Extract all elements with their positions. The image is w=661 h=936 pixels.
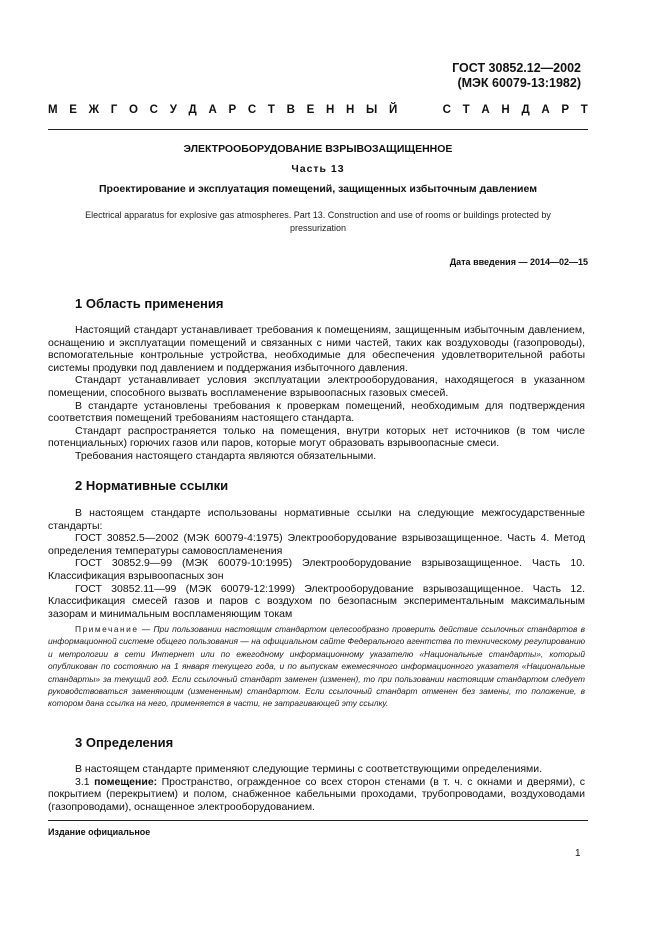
term-definition: Пространство, огражденное со всех сторон стенами (в т. ч. с окнами и дверями), с покрытием (перекрытием) и полом, снабженное кабельными проходами, трубопроводами, воздуховодами (газопроводами), оснащенное электрооборудованием. [48,775,586,813]
section-1-body [48,324,585,463]
banner-letter: С [149,104,158,116]
iec-number: (МЭК 60079-13:1982) [457,76,581,90]
introduction-date: Дата введения — 2014—02—15 [449,257,588,267]
banner-letter: Д [521,104,530,116]
banner-letter: Ы [366,104,378,116]
banner-letter: Т [462,104,470,116]
banner-gap [409,104,431,116]
english-title-line-1: Electrical apparatus for explosive gas atmospheres. Part 13. Construction and use of rooms or buildings protected by [85,210,551,220]
document-title: ЭЛЕКТРООБОРУДОВАНИЕ ВЗРЫВОЗАЩИЩЕННОЕ [183,143,453,155]
banner-letter: М [48,104,58,116]
banner-letter: Й [388,104,398,116]
term: помещение: [94,775,158,788]
english-title [48,209,588,235]
banner-letter: Н [325,104,335,116]
banner-letter: Ж [88,104,100,116]
reference-item: ГОСТ 30852.5—2002 (МЭК 60079-4:1975) Электрооборудование взрывозащищенное. Часть 4. Метод определения температуры самовоспламенения [48,532,585,557]
banner-letter: Н [501,104,510,116]
banner-letter: В [286,104,295,116]
note-text: — При пользовании настоящим стандартом целесообразно проверить действие ссылочных стандартов в информационной системе общего пользования — на официальном сайте Федерального агентства по техническому регулированию и метрологии в сети Интернет или по ежегодному информационному указателю «Национальные стандарты», который опубликован по состоянию на 1 января текущего года, и по выпускам ежемесячного информационного указателя «Национальные стандарты» за текущий год. Если ссылочный стандарт заменен (изменен), то при пользовании настоящим стандартом следует руководствоваться заменяющим (измененным) стандартом. Если ссылочный стандарт отменен без замены, то положение, в котором дана ссылка на него, применяется в части, не затрагивающей эту ссылку. [48,624,585,709]
document-subtitle: Проектирование и эксплуатация помещений, защищенных избыточным давлением [98,183,537,195]
paragraph: В настоящем стандарте применяют следующие термины с соответствующими определениями. [75,763,543,775]
reference-item: ГОСТ 30852.11—99 (МЭК 60079-12:1999) Электрооборудование взрывозащищенное. Часть 12. Классификация смесей газов и паров с воздухом по безопасным экспериментальным максимальным зазорам и минимальным воспламеняющим токам [48,582,585,620]
banner-letter: Е [69,104,77,116]
header-divider [48,129,588,130]
references-note [48,623,585,710]
section-3-heading: 3 Определения [75,735,174,750]
banner-letter: Т [580,104,588,116]
banner-letter: У [169,104,177,116]
banner-letter: А [481,104,490,116]
part-label: Часть 13 [291,163,345,175]
paragraph: Требования настоящего стандарта являются обязательными. [75,449,377,462]
definition-3-1 [48,776,585,814]
banner-letter: Т [267,104,275,116]
banner-letter: А [208,104,217,116]
gost-number: ГОСТ 30852.12—2002 [452,61,581,75]
banner-letter: Д [188,104,197,116]
page-number: 1 [575,848,581,859]
banner-letter: С [247,104,257,116]
english-title-line-2: pressurization [289,223,347,233]
note-label: Примечание [75,624,139,634]
interstate-standard-banner [48,104,588,116]
paragraph: В настоящем стандарте использованы нормативные ссылки на следующие межгосударственные стандарты: [48,507,585,532]
section-2-heading: 2 Нормативные ссылки [75,478,229,493]
paragraph: Стандарт устанавливает условия эксплуатации электрооборудования, находящегося в указанном помещении, способного вызвать воспламенение взрывоопасных газовых смесей. [48,374,585,399]
term-number: 3.1 [75,775,95,788]
banner-letter: Р [228,104,237,116]
official-edition-label: Издание официальное [48,827,151,837]
paragraph: Настоящий стандарт устанавливает требования к помещениям, защищенным избыточным давлением, оснащению и эксплуатации помещений и связанных с ними частей, таких как воздуховоды (газопроводы), вспомогательные контрольные устройства, необходимые для обеспечения удовлетворительной работы системы продувки под давлением и поддержания избыточного давления. [48,324,585,374]
banner-letter: Г [110,104,118,116]
banner-letter: О [129,104,138,116]
paragraph: Стандарт распространяется только на помещения, внутри которых нет источников (в том числе потенциальных) горючих газов или паров, которые могут образовать взрывоопасные смеси. [48,424,585,450]
footer-divider [48,820,588,821]
banner-letter: А [541,104,550,116]
standard-number [452,61,581,91]
banner-letter: С [442,104,451,116]
section-2-body [48,507,585,620]
section-3-body [48,763,585,813]
banner-letter: Н [346,104,355,116]
section-1-heading: 1 Область применения [75,296,224,311]
paragraph: В стандарте установлены требования к проверкам помещений, необходимым для подтверждения соответствия помещений требованиям настоящего стандарта. [48,399,585,425]
banner-letter: Е [306,104,315,116]
reference-item: ГОСТ 30852.9—99 (МЭК 60079-10:1995) Электрооборудование взрывозащищенное. Часть 10. Классификация взрывоопасных зон [48,557,585,582]
banner-letter: Р [561,104,570,116]
